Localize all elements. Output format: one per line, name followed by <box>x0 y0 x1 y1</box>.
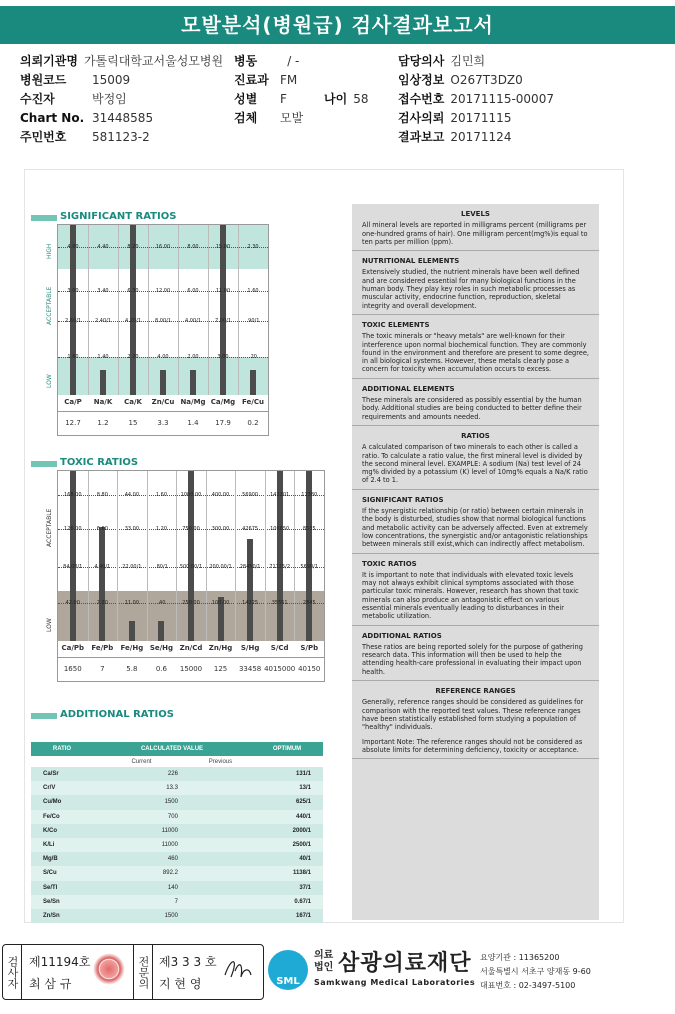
additional-title: ADDITIONAL RATIOS <box>57 708 177 722</box>
sex-label: 성별 <box>234 92 258 106</box>
note-title: LEVELS <box>461 210 490 218</box>
previous-cell <box>190 895 251 909</box>
age-label: 나이 <box>324 92 348 106</box>
tick-label: 8.00 <box>187 244 199 250</box>
category-label: Se/Hg <box>149 644 174 652</box>
value-label: 15 <box>128 419 138 427</box>
category-label: Ca/P <box>64 398 82 406</box>
id-value: 581123-2 <box>92 130 150 144</box>
note-title: RATIOS <box>461 431 490 440</box>
tick-label: 6.00 <box>187 288 199 294</box>
category-label: Na/K <box>93 398 113 406</box>
tick-label: 15.00 <box>215 244 231 250</box>
tick-label: 6.30 <box>127 288 139 294</box>
ratio-cell: Cu/Mo <box>43 799 62 806</box>
tick-label: 106650 <box>270 526 290 532</box>
bar-fe-hg <box>129 621 135 641</box>
patient-label: 수진자 <box>20 92 55 106</box>
optimum-cell: 167/1 <box>295 912 311 919</box>
explanation-panel <box>352 204 599 920</box>
note-block <box>352 379 599 426</box>
optimum-cell: 440/1 <box>295 813 311 820</box>
note-text: A calculated comparison of two minerals to each other is called a ratio. To calculate a ratio value, the first mineral level is divided by the second mineral level. EXAMPLE: A sodium (Na) test level of 24 mg% divided by a potassium (K) level of 10mg% equals a Na/K ratio of 2.4 to 1. <box>362 443 588 485</box>
current-cell: 460 <box>167 856 178 863</box>
foundation-en: Samkwang Medical Laboratories <box>314 978 476 987</box>
previous-cell <box>190 881 251 895</box>
bar-s-hg <box>247 539 253 641</box>
tick-label: 4.20/1 <box>125 318 141 324</box>
value-label: 1.2 <box>97 419 109 427</box>
tick-label: 1.60 <box>247 288 259 294</box>
note-block <box>352 681 599 759</box>
dept-label: 진료과 <box>234 73 269 87</box>
category-label: Ca/Pb <box>61 644 85 652</box>
sex-value: F <box>280 92 287 106</box>
table-row <box>31 838 323 852</box>
table-row <box>31 852 323 866</box>
tick-label: 71125/2 <box>269 564 291 570</box>
separator <box>58 657 324 658</box>
tick-label: 100.00 <box>211 600 230 606</box>
tick-label: 8.80 <box>96 492 108 498</box>
column-divider <box>176 471 177 641</box>
note-text: These ratios are being reported solely for the purpose of gathering research data. This information will then be used to help the attending health-care professional in evaluating their impact upon health. <box>362 642 583 676</box>
doctor-value: 김민희 <box>450 54 486 68</box>
category-label: Fe/Cu <box>242 398 264 406</box>
toxic-ratios-chart <box>46 470 325 682</box>
tick-label: 14225 <box>242 600 259 606</box>
bar-ca-k <box>130 225 136 395</box>
current-cell: 7 <box>174 898 178 905</box>
col-calculated: CALCULATED VALUE <box>140 746 204 752</box>
note-title: NUTRITIONAL ELEMENTS <box>362 257 460 266</box>
note-title: SIGNIFICANT RATIOS <box>362 495 444 504</box>
dept-value: FM <box>280 73 298 87</box>
patient-header <box>0 50 675 150</box>
current-cell: 700 <box>167 813 178 820</box>
request-date-value: 20171115 <box>450 111 512 125</box>
report-title: 모발분석(병원급) 검사결과보고서 <box>0 6 675 44</box>
tick-label: 2845 <box>302 600 316 606</box>
column-divider <box>208 225 209 395</box>
category-label: Zn/Hg <box>208 644 233 652</box>
current-cell: 140 <box>167 884 178 891</box>
previous-cell <box>190 795 251 809</box>
value-label: 17.9 <box>215 419 231 427</box>
tick-label: 4.40 <box>97 244 109 250</box>
column-divider <box>265 471 266 641</box>
tick-label: 750.00 <box>182 526 200 532</box>
optimum-cell: 1138/1 <box>292 870 311 877</box>
category-label: Fe/Hg <box>120 644 144 652</box>
column-divider <box>294 471 295 641</box>
tick-label: 400.00 <box>211 492 230 498</box>
table-row <box>31 866 323 880</box>
table-row <box>31 895 323 909</box>
note-block <box>352 251 599 315</box>
optimum-cell: 0.67/1 <box>294 898 311 905</box>
note-text: All mineral levels are reported in milligrams percent (milligrams per one-hundred grams of hair). One milligram percent(mg%)is equal to ten parts per million (ppm). <box>362 221 588 246</box>
value-label: 0.6 <box>155 665 168 673</box>
hospital-code-value: 15009 <box>92 73 131 87</box>
column-divider <box>235 471 236 641</box>
receipt-label: 접수번호 <box>398 92 445 106</box>
current-cell: 1500 <box>164 912 178 919</box>
tick-label: 6.60 <box>96 526 108 532</box>
foundation-name: 삼광의료재단 <box>338 951 472 976</box>
col-ratio: RATIO <box>52 746 72 752</box>
tick-label: 1.60 <box>67 354 79 360</box>
examiner-name: 최 삼 규 <box>29 977 72 991</box>
tick-label: 8.20 <box>127 244 139 250</box>
category-label: Fe/Pb <box>91 644 114 652</box>
bar-ca-mg <box>220 225 226 395</box>
specialist-name: 지 현 영 <box>159 977 202 991</box>
tick-label: 2.20 <box>127 354 139 360</box>
note-block <box>352 626 599 681</box>
table-row <box>31 795 323 809</box>
value-label: 12.7 <box>65 419 81 427</box>
institution-label: 의뢰기관명 <box>20 54 78 68</box>
tick-label: 200.00/1 <box>209 564 232 570</box>
tick-label: 2.00 <box>187 354 199 360</box>
tick-label: 16.00 <box>155 244 171 250</box>
previous-cell <box>190 781 251 795</box>
clinical-value: O267T3DZ0 <box>450 73 523 87</box>
hair-analysis-report <box>25 170 623 922</box>
optimum-cell: 37/1 <box>299 884 311 891</box>
ratio-cell: Se/Tl <box>43 884 58 891</box>
note-title: TOXIC RATIOS <box>362 559 417 568</box>
value-label: 4015000 <box>264 665 296 673</box>
doctor-label: 담당의사 <box>398 54 445 68</box>
ratio-cell: Ca/Sr <box>43 771 59 778</box>
age-value: 58 <box>353 92 369 106</box>
foundation-prefix: 의료법인 <box>314 950 334 973</box>
zone-label: LOW <box>46 374 53 388</box>
category-label: Ca/K <box>124 398 142 406</box>
tick-label: 56900 <box>242 492 259 498</box>
tick-label: 4.40/1 <box>94 564 111 570</box>
ratio-cell: K/Li <box>43 842 55 849</box>
category-label: S/Hg <box>240 644 260 652</box>
col-optimum: OPTIMUM <box>272 746 302 752</box>
column-divider <box>88 471 89 641</box>
note-extra: Important Note: The reference ranges should not be considered as absolute limits for determining deficiency, toxicity or acceptance. <box>362 737 583 754</box>
tick-label: 1.40 <box>97 354 109 360</box>
note-block <box>352 490 599 554</box>
tick-label: 42675 <box>242 526 259 532</box>
patient-value: 박정임 <box>92 92 127 106</box>
current-cell: 1500 <box>164 799 178 806</box>
ratio-cell: Fe/Co <box>43 813 60 820</box>
value-label: 7 <box>100 665 105 673</box>
tick-label: 4.00/1 <box>185 318 201 324</box>
value-label: 33458 <box>238 665 262 673</box>
column-divider <box>118 225 119 395</box>
note-text: Extensively studied, the nutrient minerals have been well defined and are considered essential for many biological functions in the human body. They play key roles in such metabolic processes as muscular activity, endocrine function, reproduction, skeletal integrity and overall development. <box>362 268 580 310</box>
optimum-cell: 131/1 <box>295 771 311 778</box>
hospital-code-label: 병원코드 <box>20 73 67 87</box>
tick-label: 8535 <box>302 526 316 532</box>
value-label: 40150 <box>298 665 321 673</box>
tick-label: 11.00 <box>124 600 140 606</box>
tick-label: 1000.00 <box>180 492 202 498</box>
bar-ca-p <box>70 225 76 395</box>
tick-label: 1.20 <box>155 526 168 532</box>
bar-na-k <box>100 370 106 395</box>
note-title: TOXIC ELEMENTS <box>362 320 430 329</box>
ratio-cell: Cr/V <box>43 785 56 792</box>
zone-label: HIGH <box>46 243 53 259</box>
signature-box <box>2 944 264 1000</box>
examiner-no: 제11194호 <box>29 955 91 969</box>
optimum-cell: 13/1 <box>299 785 311 792</box>
tick-label: 2.60/1 <box>65 318 81 324</box>
category-label: Na/Mg <box>180 398 206 406</box>
optimum-cell: 2000/1 <box>292 827 311 834</box>
ratio-cell: Se/Sn <box>43 898 60 905</box>
institution-value: 가톨릭대학교서울성모병원 <box>83 54 224 68</box>
value-label: 0.2 <box>247 419 259 427</box>
tick-label: 142201 <box>270 492 290 498</box>
ratio-cell: Zn/Sn <box>43 912 60 919</box>
specialist-signature <box>221 951 255 987</box>
report-footer <box>0 944 675 1004</box>
ward-label: 병동 <box>234 54 258 68</box>
column-divider <box>88 225 89 395</box>
receipt-value: 20171115-00007 <box>450 92 554 106</box>
bar-fe-cu <box>250 370 256 395</box>
note-text: Generally, reference ranges should be considered as guidelines for comparison with the reported test values. These reference ranges have been statistically established form studying a population of "healthy" individuals. <box>362 698 584 732</box>
value-label: 5.8 <box>126 665 138 673</box>
tick-label: 84.00/1 <box>63 564 83 570</box>
column-divider <box>238 225 239 395</box>
tick-label: 35551 <box>271 600 288 606</box>
value-label: 1.4 <box>187 419 199 427</box>
note-block <box>352 554 599 626</box>
table-row <box>31 824 323 838</box>
table-row <box>31 810 323 824</box>
optimum-cell: 2500/1 <box>292 842 311 849</box>
note-text: If the synergistic relationship (or ratio) between certain minerals in the body is disturbed, studies show that normal biological functions and metabolic activity can be adversely affected. Even at extremely low concentrations, the synergistic and/or antagonistic relationships between minerals still exist,which can indirectly affect metabolism. <box>362 507 588 549</box>
tick-label: 2.30 <box>247 244 259 250</box>
specialist-no: 제3 3 3 호 <box>159 955 217 969</box>
optimum-cell: 625/1 <box>295 799 311 806</box>
sml-logo: SML <box>268 950 308 990</box>
tick-label: 28450/1 <box>239 564 261 570</box>
examiner-label: 검사자 <box>3 945 22 999</box>
chart-no-label: Chart No. <box>20 111 85 125</box>
tick-label: 22.00/1 <box>122 564 142 570</box>
tick-label: 2.40/1 <box>95 318 111 324</box>
tick-label: 500.00/1 <box>179 564 203 570</box>
tick-label: 3.00 <box>217 354 229 360</box>
ratio-cell: K/Co <box>43 827 57 834</box>
tick-label: 8.00/1 <box>155 318 171 324</box>
tick-label: 168.00 <box>64 492 82 498</box>
zone-label: LOW <box>46 618 53 632</box>
report-date-label: 결과보고 <box>398 130 445 144</box>
significant-ratios-chart <box>46 224 269 436</box>
previous-cell <box>190 810 251 824</box>
specimen-value: 모발 <box>280 111 304 125</box>
column-divider <box>148 225 149 395</box>
tick-label: 250.00 <box>182 600 200 606</box>
column-divider <box>206 471 207 641</box>
column-divider <box>178 225 179 395</box>
note-block <box>352 315 599 379</box>
tick-label: 1.60 <box>155 492 168 498</box>
tick-label: .80/1 <box>155 564 168 570</box>
previous-cell <box>190 824 251 838</box>
specimen-label: 검체 <box>234 111 258 125</box>
tick-label: 126.00 <box>64 526 82 532</box>
value-label: 3.3 <box>157 419 169 427</box>
tick-label: 42.00 <box>65 600 80 606</box>
chart-no-value: 31448585 <box>92 111 154 125</box>
tick-label: 44.00 <box>124 492 140 498</box>
current-cell: 11000 <box>161 842 178 849</box>
tick-label: 5690/1 <box>300 564 319 570</box>
table-row <box>31 767 323 781</box>
table-row <box>31 881 323 895</box>
tick-label: 11380 <box>301 492 318 498</box>
column-divider <box>147 471 148 641</box>
additional-ratios-table <box>31 742 323 923</box>
request-date-label: 검사의뢰 <box>398 111 445 125</box>
col-previous: Previous <box>208 758 233 765</box>
zone-label: ACCEPTABLE <box>46 508 53 547</box>
tick-label: 7.00/1 <box>215 318 231 324</box>
toxic-title: TOXIC RATIOS <box>57 456 141 470</box>
specialist-label: 전문의 <box>133 945 153 999</box>
column-divider <box>117 471 118 641</box>
category-label: S/Pb <box>300 644 319 652</box>
examiner-seal <box>93 953 125 985</box>
id-label: 주민번호 <box>20 130 67 144</box>
category-label: Ca/Mg <box>210 398 236 406</box>
tick-label: 3.40 <box>97 288 109 294</box>
report-date-value: 20171124 <box>450 130 512 144</box>
significant-title: SIGNIFICANT RATIOS <box>57 210 179 224</box>
tick-label: 33.00 <box>124 526 140 532</box>
current-cell: 13.3 <box>166 785 178 792</box>
note-block <box>352 426 599 490</box>
ratio-cell: Mg/B <box>43 856 58 863</box>
care-code: 요양기관 : 11365200 <box>480 953 560 962</box>
note-title: ADDITIONAL RATIOS <box>362 631 442 640</box>
bar-zn-cu <box>160 370 166 395</box>
table-row <box>31 909 323 923</box>
zone-acceptable <box>58 269 268 357</box>
tick-label: 2.20 <box>96 600 108 606</box>
value-label: 125 <box>213 665 228 673</box>
bar-se-hg <box>158 621 164 641</box>
value-label: 15000 <box>179 665 203 673</box>
current-cell: 226 <box>167 771 178 778</box>
category-label: Zn/Cu <box>151 398 175 406</box>
previous-cell <box>190 838 251 852</box>
tick-label: 4.00 <box>157 354 169 360</box>
tick-label: .20 <box>249 354 257 360</box>
zone-label: ACCEPTABLE <box>46 286 53 325</box>
category-label: Zn/Cd <box>179 644 203 652</box>
previous-cell <box>190 909 251 923</box>
previous-cell <box>190 866 251 880</box>
phone: 대표번호 : 02-3497-5100 <box>480 981 576 990</box>
tick-label: .90/1 <box>246 318 260 324</box>
separator <box>58 411 268 412</box>
value-label: 1650 <box>63 665 82 673</box>
note-block <box>352 204 599 251</box>
previous-cell <box>190 767 251 781</box>
tick-label: 4.00 <box>67 244 79 250</box>
tick-label: 3.00 <box>67 288 79 294</box>
category-label: S/Cd <box>270 644 289 652</box>
note-title: REFERENCE RANGES <box>435 687 516 696</box>
col-current: Current <box>131 758 152 765</box>
tick-label: 12.00 <box>155 288 171 294</box>
ratio-cell: S/Cu <box>43 870 57 877</box>
tick-label: .40 <box>157 600 166 606</box>
optimum-cell: 40/1 <box>299 856 311 863</box>
tick-label: 11.00 <box>215 288 231 294</box>
note-text: These minerals are considered as possibly essential by the human body. Additional studies are being conducted to better define their requirements and amounts needed. <box>362 396 582 421</box>
bar-fe-pb <box>99 527 105 641</box>
table-row <box>31 781 323 795</box>
note-text: The toxic minerals or "heavy metals" are well-known for their interference upon normal biochemical function. They are commonly found in the environment and therefore are present to some degree, in all biological systems. However, these metals clearly pose a concern for toxicity when accumulation occurs to excess. <box>362 332 590 374</box>
clinical-label: 임상정보 <box>398 73 445 87</box>
note-text: It is important to note that individuals with elevated toxic levels may not always exhibit clinical symptoms associated with those particular toxic minerals. However, research has shown that toxic minerals can also produce an antagonistic effect on various essential minerals eventually leading to disturbances in their metabolic utilization. <box>362 570 579 621</box>
note-title: ADDITIONAL ELEMENTS <box>362 384 455 393</box>
address: 서울특별시 서초구 양재동 9-60 <box>480 967 591 976</box>
current-cell: 11000 <box>161 827 178 834</box>
current-cell: 892.2 <box>162 870 178 877</box>
ward-value: / - <box>287 54 300 68</box>
tick-label: 300.00 <box>211 526 230 532</box>
bar-na-mg <box>190 370 196 395</box>
previous-cell <box>190 852 251 866</box>
